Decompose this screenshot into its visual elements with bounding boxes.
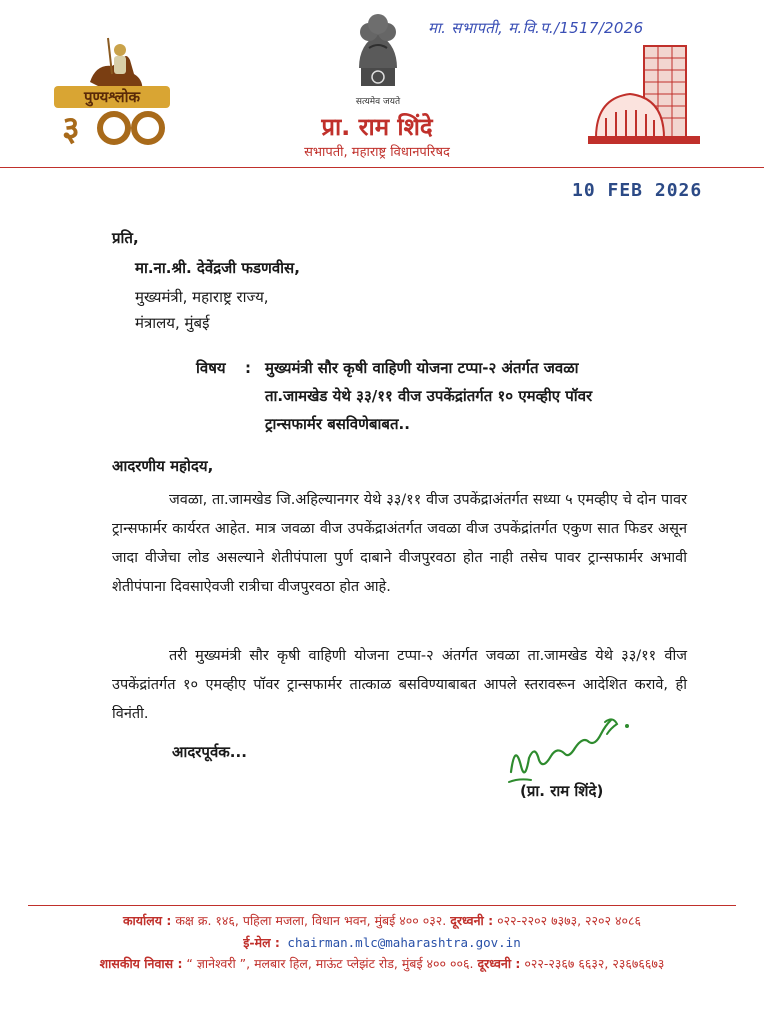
header-divider xyxy=(0,167,764,168)
residence-label: शासकीय निवास : xyxy=(99,956,183,971)
subject-label: विषय xyxy=(196,359,226,377)
office-address: कक्ष क्र. १४६, पहिला मजला, विधान भवन, मुंबई ४०० ०३२. xyxy=(171,913,447,928)
vidhan-bhavan-building-logo xyxy=(586,40,702,152)
email-link[interactable]: chairman.mlc@maharashtra.gov.in xyxy=(279,935,521,950)
body-paragraph-1 xyxy=(112,486,687,602)
prati-label: प्रति, xyxy=(112,229,139,247)
residence-address: “ ज्ञानेश्वरी ”, मलबार हिल, माऊंट प्लेझंट रोड, मुंबई ४०० ००६. xyxy=(182,956,474,971)
closing-phrase: आदरपूर्वक... xyxy=(172,743,247,761)
subject-line-1: मुख्यमंत्री सौर कृषी वाहिणी योजना टप्पा-२ अंतर्गत जवळा xyxy=(265,359,579,377)
office-phone: ०२२-२२०२ ७३७३, २२०२ ४०८६ xyxy=(493,913,642,928)
body-paragraph-1-text: जवळा, ता.जामखेड जि.अहिल्यानगर येथे ३३/११ वीज उपकेंद्राअंतर्गत सध्या ५ एमव्हीए चे दोन पावर ट्रान्सफार्मर कार्यरत आहेत. मात्र जवळा वीज उपकेंद्राअंतर्गत जवळा वीज उपकेंद्रांतर्गत एकुण सात फिडर असून जादा वीजेचा लोड असल्याने शेतीपंपाला पुर्ण दाबाने वीजपुरवठा होत नाही तसेच पावर ट्रान्सफार्मर अभावी शेतीपंपाना दिवसाऐवजी रात्रीचा वीजपुरवठा होत आहे. xyxy=(112,492,687,595)
letter-date: 10 FEB 2026 xyxy=(572,180,703,201)
subject-colon: : xyxy=(245,359,251,377)
recipient-address: मंत्रालय, मुंबई xyxy=(135,314,210,332)
emblem-motto: सत्यमेव जयते xyxy=(355,97,401,107)
subject-line-3: ट्रान्सफार्मर बसविणेबाबत.. xyxy=(265,415,410,433)
footer-office-line xyxy=(0,912,764,929)
salutation: आदरणीय महोदय, xyxy=(112,457,214,475)
sender-designation: सभापती, महाराष्ट्र विधानपरिषद xyxy=(304,145,450,160)
national-emblem-logo xyxy=(347,8,409,92)
footer-divider xyxy=(28,905,736,906)
signatory-name: (प्रा. राम शिंदे) xyxy=(520,782,604,800)
svg-text:पुण्यश्लोक: पुण्यश्लोक xyxy=(83,88,141,106)
residence-phone: ०२२-२३६७ ६६३२, २३६७६६७३ xyxy=(520,956,665,971)
footer-email-line xyxy=(0,934,764,951)
office-phone-label: दूरध्वनी : xyxy=(450,913,494,928)
office-label: कार्यालय : xyxy=(122,913,172,928)
body-paragraph-2-text: तरी मुख्यमंत्री सौर कृषी वाहिणी योजना टप्पा-२ अंतर्गत जवळा ता.जामखेड येथे ३३/११ वीज उपकेंद्रांतर्गत १० एमव्हीए पॉवर ट्रान्सफार्मर तात्काळ बसविण्याबाबत आपले स्तरावरून आदेशित करावे, ही विनंती. xyxy=(112,648,687,722)
residence-phone-label: दूरध्वनी : xyxy=(477,956,521,971)
subject-line-2: ता.जामखेड येथे ३३/११ वीज उपकेंद्रांतर्गत १० एमव्हीए पॉवर xyxy=(265,387,593,405)
sender-name-heading: प्रा. राम शिंदे xyxy=(321,113,433,141)
recipient-designation: मुख्यमंत्री, महाराष्ट्र राज्य, xyxy=(135,288,269,306)
reference-number-stamp: मा. सभापती, म.वि.प./1517/2026 xyxy=(428,19,644,37)
footer-residence-line xyxy=(0,955,764,972)
svg-text:३: ३ xyxy=(62,109,80,148)
recipient-name: मा.ना.श्री. देवेंद्रजी फडणवीस, xyxy=(135,259,300,277)
email-label: ई-मेल : xyxy=(243,935,280,950)
punyashlok-300-logo xyxy=(50,30,174,148)
